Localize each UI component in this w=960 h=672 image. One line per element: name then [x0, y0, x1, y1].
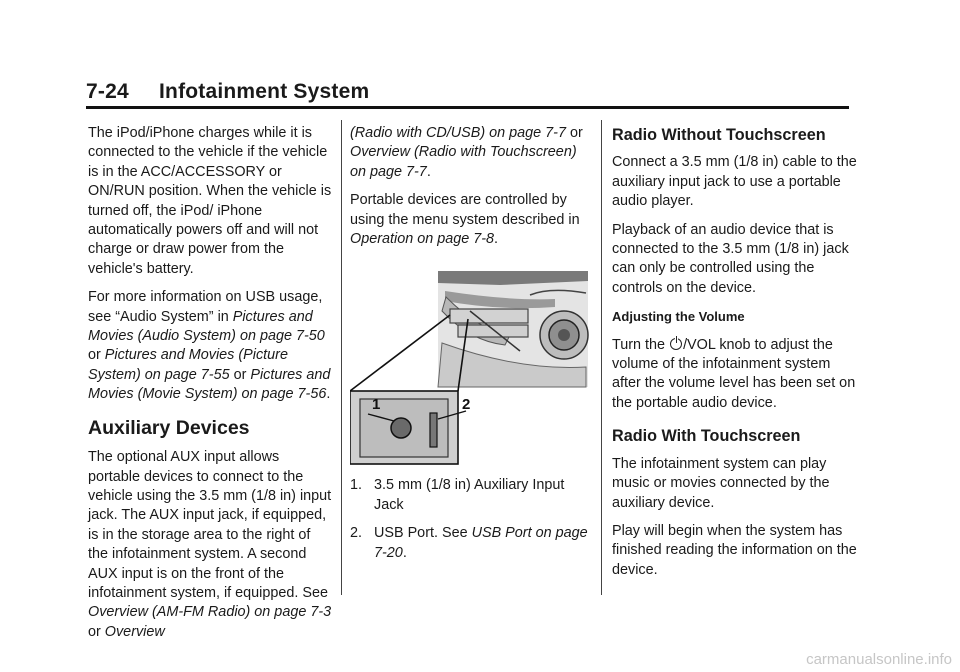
section-heading-auxiliary-devices: Auxiliary Devices — [88, 416, 250, 439]
callout-legend — [350, 476, 590, 563]
list-item-text — [374, 524, 590, 563]
header-rule — [86, 106, 849, 109]
column-2 — [350, 124, 590, 572]
list-item — [350, 476, 590, 515]
cross-ref-movie-system[interactable]: Pictures and Movies (Movie System) on page 7-56 — [88, 366, 331, 403]
callout-2: 2 — [462, 396, 471, 414]
power-icon — [670, 338, 682, 350]
text-run: . — [402, 544, 407, 561]
touchscreen-play-paragraph: The infotainment system can play music or movies connected by the auxiliary device. — [612, 455, 830, 511]
list-item-text: 3.5 mm (1/8 in) Auxiliary Input Jack — [374, 477, 565, 513]
storage-area-drawing — [350, 271, 590, 466]
column-1 — [88, 124, 333, 651]
text-run: Turn the — [612, 336, 670, 353]
section-heading-radio-with-touchscreen: Radio With Touchscreen — [612, 427, 801, 446]
column-3 — [612, 124, 858, 589]
text-run: . — [494, 231, 499, 248]
touchscreen-begin-paragraph: Play will begin when the system has finished reading the information on the device. — [612, 522, 857, 578]
overview-continuation-paragraph — [350, 124, 590, 182]
cross-ref-am-fm-radio[interactable]: Overview (AM-FM Radio) on page 7-3 — [88, 604, 332, 621]
cross-ref-picture-system[interactable]: Pictures and Movies (Picture System) on page 7-55 — [88, 347, 288, 383]
column-divider-2 — [601, 120, 602, 595]
column-divider-1 — [341, 120, 342, 595]
text-run: or — [229, 366, 251, 383]
text-run: . — [326, 386, 331, 403]
cross-ref-usb-port[interactable]: USB Port on page 7-20 — [374, 525, 588, 561]
cross-ref-audio-system[interactable]: Pictures and Movies (Audio System) on page 7-50 — [88, 308, 325, 345]
aux-usb-illustration — [350, 271, 590, 466]
text-run: or — [88, 347, 105, 364]
list-item-number: 2. — [350, 525, 363, 542]
page-title: 7-24 Infotainment System — [86, 80, 370, 103]
text-run: Portable devices are controlled by using the menu system described in — [350, 192, 580, 228]
volume-paragraph — [612, 336, 858, 414]
text-run: The optional AUX input allows portable devices to connect to the vehicle using the 3.5 mm (1/8 in) input jack. The AUX input jack, if equipped, is in the storage area to the right of the infotainment system. A second AUX input is on the front of the infotainment system, if equipped. See — [88, 449, 332, 601]
list-item — [350, 524, 590, 563]
text-run: . — [426, 163, 431, 180]
playback-paragraph: Playback of an audio device that is connected to the 3.5 mm (1/8 in) jack can only be controlled using the controls on the device. — [612, 221, 849, 296]
text-run: For more information on USB usage, see “Audio System” in — [88, 289, 323, 325]
usb-info-paragraph — [88, 288, 333, 404]
page-header — [86, 80, 848, 106]
aux-input-paragraph — [88, 448, 333, 642]
portable-devices-paragraph — [350, 191, 590, 249]
cross-ref-radio-touchscreen[interactable]: Overview (Radio with Touchscreen) on page 7-7 — [350, 144, 577, 180]
text-run: or — [88, 623, 105, 640]
text-run: /VOL knob to adjust the volume of the infotainment system after the volume level has been set on the portable audio device. — [612, 336, 856, 411]
subheading-adjusting-volume: Adjusting the Volume — [612, 309, 745, 325]
connect-cable-paragraph: Connect a 3.5 mm (1/8 in) cable to the auxiliary input jack to use a portable audio player. — [612, 154, 857, 210]
list-item-number: 1. — [350, 477, 363, 494]
ipod-charging-paragraph: The iPod/iPhone charges while it is connected to the vehicle if the vehicle is in the ACC/ACCESSORY or ON/RUN position. When the vehicle is turned off, the iPod/ iPhone automatically powers off and will not charge or draw power from the vehicle's battery. — [88, 125, 332, 277]
text-run: or — [565, 125, 583, 141]
cross-ref-overview[interactable]: Overview — [104, 623, 165, 640]
section-heading-radio-without-touchscreen: Radio Without Touchscreen — [612, 126, 826, 144]
cross-ref-operation[interactable]: Operation on page 7-8 — [350, 231, 495, 248]
text-run: USB Port. See — [374, 525, 472, 542]
watermark: carmanualsonline.info — [806, 651, 952, 668]
cross-ref-radio-cd-usb[interactable]: (Radio with CD/USB) on page 7-7 — [350, 125, 566, 141]
callout-1: 1 — [372, 396, 381, 414]
